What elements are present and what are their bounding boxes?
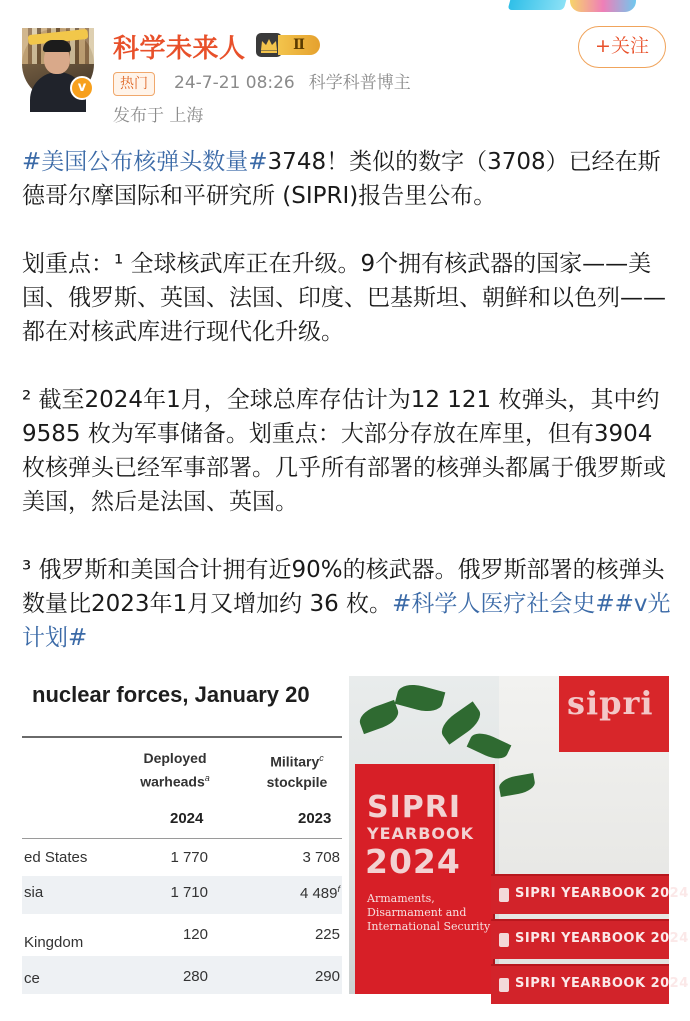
column-header-stockpile: Military$^c$ stockpile: [266, 753, 328, 790]
hashtag-link[interactable]: #科学人医疗社会史#: [392, 591, 615, 617]
hot-tag[interactable]: 热门: [113, 72, 155, 96]
book-spine: SIPRI YEARBOOK 2024: [491, 874, 669, 914]
plant-leaf: [356, 700, 401, 734]
hashtag-link[interactable]: #v光计划#: [22, 591, 671, 651]
post-meta: [174, 72, 411, 94]
yearbook-cover: [355, 764, 493, 994]
country-cell: sia: [24, 884, 44, 901]
cover-description: Armaments, Disarmament and International Security: [367, 892, 491, 933]
cover-title: SIPRI: [367, 790, 462, 825]
country-cell: Kingdom: [24, 934, 84, 951]
column-year-stockpile: 2023: [298, 810, 332, 827]
deployed-cell: 1 710: [170, 884, 208, 901]
timestamp: 24-7-21 08:26: [174, 73, 295, 93]
follow-button[interactable]: +关注: [578, 26, 666, 68]
paragraph-2: 划重点：¹ 全球核武库正在升级。9个拥有核武器的国家——美国、俄罗斯、英国、法国、印度、巴基斯坦、朝鲜和以色列——都在对核武库进行现代化升级。: [22, 251, 666, 345]
deployed-cell: 280: [182, 968, 208, 985]
decoration-banner: [506, 0, 642, 18]
deployed-cell: 120: [182, 926, 208, 943]
table-title: nuclear forces, January 20: [32, 682, 310, 707]
sipri-sign: sipri: [559, 676, 669, 752]
stockpile-cell: 290: [314, 968, 340, 985]
author-identity: 科学科普博主: [308, 73, 411, 93]
post-content: [22, 145, 674, 655]
stockpile-cell: 4 489$^f$: [299, 884, 340, 902]
table-rule: [22, 736, 342, 738]
book-spine: SIPRI YEARBOOK 2024: [491, 964, 669, 1004]
table-row: [22, 876, 342, 914]
verified-icon: v: [70, 76, 94, 100]
hashtag-link[interactable]: #美国公布核弹头数量#: [22, 149, 268, 175]
level-badge[interactable]: [256, 33, 320, 57]
paragraph-4: [22, 553, 674, 655]
post-image-table[interactable]: [22, 676, 342, 994]
deployed-cell: 1 770: [170, 849, 208, 866]
column-year-deployed: 2024: [170, 810, 204, 827]
book-spine: SIPRI YEARBOOK 2024: [491, 919, 669, 959]
author-name[interactable]: 科学未来人: [113, 34, 246, 64]
country-cell: ce: [24, 970, 40, 987]
table-row: [22, 838, 342, 877]
cover-year: 2024: [365, 842, 461, 881]
paragraph-1: [22, 145, 674, 213]
level-number: Ⅱ: [278, 35, 320, 55]
cover-subtitle: YEARBOOK: [367, 824, 475, 843]
paragraph-text: 3748！类似的数字（3708）已经在斯德哥尔摩国际和平研究所 (SIPRI)报告里公布。: [22, 149, 661, 209]
plant-leaf: [395, 680, 446, 715]
post-location: 发布于 上海: [113, 106, 204, 126]
post-image-yearbook[interactable]: [349, 676, 689, 994]
column-header-deployed: Deployed warheads$^a$: [140, 750, 210, 790]
country-cell: ed States: [24, 849, 88, 866]
table-row: [22, 956, 342, 994]
table-row: [22, 914, 342, 952]
stockpile-cell: 225: [314, 926, 340, 943]
stockpile-cell: 3 708: [302, 849, 340, 866]
post-header: [0, 0, 690, 140]
paragraph-3: ² 截至2024年1月，全球总库存估计为12 121 枚弹头，其中约9585 枚为军事储备。划重点：大部分存放在库里，但有3904枚核弹头已经军事部署。几乎所有部署的核弹头都属于俄罗斯或美国，然后是法国、英国。: [22, 387, 666, 515]
paragraph-text: ³ 俄罗斯和美国合计拥有近90%的核武器。俄罗斯部署的核弹头数量比2023年1月又增加约 36 枚。: [22, 557, 665, 617]
